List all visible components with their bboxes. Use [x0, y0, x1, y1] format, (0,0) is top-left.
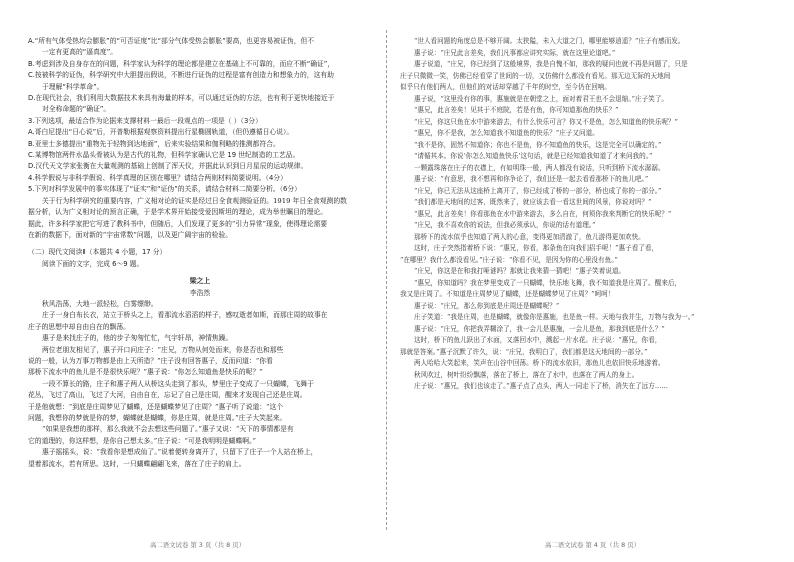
text-line: 庄子说：“惠兄，我们也该走了。”惠子点了点头，两人一同走下了桥，消失在了远方……	[414, 382, 669, 390]
text-line: “庄兄，你已无法从这座桥上离开了，你已经成了桥的一部分，桥也成了你的一部分。”	[414, 186, 662, 195]
text-line: 在新的数据下，面对新的“宇宙常数”问题，以及更广阔宇宙的检验。	[28, 230, 233, 239]
option-a: A.哥白尼提出“日心说”后，开普勒根据观察资料提出行星椭圆轨道，（但仍遵循日心说）。	[28, 128, 294, 137]
section-title: （二）现代文阅读Ⅱ（本题共 4 小题，17 分）	[28, 248, 167, 257]
text-line: 惠子说道，“庄兄，你已经到了这般境界，我是自愧不如，那我的疑问也就不再是问题了，只是	[414, 60, 688, 68]
text-line: “庄兄，我不喜欢你的说法，但我必须承认，你说的话有道理。”	[414, 221, 596, 229]
text-line: 两位老朋友相见了，惠子开口问庄子：“庄兄，万物从何处而来，你是否也和那些	[42, 345, 284, 354]
text-line: 它的道理的，你这样想，是你自己想太多。”庄子说：“可是我明明是蝴蝶啊。”	[28, 436, 256, 445]
text-line: “惠兄，你不是我，怎么知道我不知道鱼的快乐？”庄子又问道。	[414, 129, 599, 137]
text-line: 秋风浩荡，大地一派轻松，白雾缥缈。	[42, 299, 158, 308]
question-5: 5.下列对科学发展中的事实体现了“证实”和“证伪”的关系，请结合材料二简要分析。（6分）	[28, 185, 301, 194]
text-line: 对全称命题的“确证”。	[42, 105, 111, 114]
text-line: “惠兄，此言差矣！见其于不庭院，若是有鱼，你可知道那鱼的快乐？”	[414, 106, 619, 114]
text-line: 于理解“科学革命”。	[42, 82, 104, 91]
story-title: 梁之上	[189, 277, 211, 286]
text-line: A.“所有气体受热均会膨胀”的“可否证度”比“部分气体受热会膨胀”要高，也更容易被证伪，但不	[28, 37, 315, 45]
option-b: B.亚里士多德提出“重物先于轻物到达地面”，后来实验结果和伽利略的推测都符合。	[28, 139, 280, 148]
text-line: C.按被科学的证伪，科学研究中大胆提出假说，不断进行证伪的过程是富有创造力和想象力的，这有助	[28, 71, 334, 80]
q2-options	[28, 36, 372, 116]
text-line: 庄子一身白布长衣，站立于桥头之上，看那流水滔滔的样子，感叹逝者如斯，而那庄周的故事在	[42, 311, 328, 320]
question-4: 4.科学假说与非科学假说、科学真理的区别在哪里？请结合两则材料简要说明。（4分）	[28, 173, 287, 182]
text-line: 惠子说：“庄兄，那么你到底是庄周还是蝴蝶呢？”	[414, 301, 560, 310]
text-line: “庄兄，你这只鱼在水中游来游去，有什么快乐可言？你又不是鱼，怎么知道鱼的快乐呢？”	[414, 117, 678, 126]
text-line: “我们都是天地间的过客，既然来了，就应该去看一看这世间的风景，你说对吗？”	[414, 198, 652, 206]
story-body	[28, 299, 372, 470]
text-line: 一颗露珠落在庄子的衣襟上，有如明珠一般，两人都没有说话，只听到桥下流水潺潺。	[414, 163, 665, 172]
text-line: 说的一般，认为万事万物都是由上天所造？”庄子没有回答惠子，反而问道：“你看	[28, 356, 273, 365]
text-line: “庄兄，你这是在和我打哑谜吗？那就让我来猜一猜吧！”惠子笑着说道。	[414, 267, 626, 275]
left-column	[28, 36, 372, 470]
text-line: “在哪里？我什么都没看见。”庄子说：“你看不见，是因为你的心里没有鱼。”	[400, 255, 618, 264]
text-line: 望着那流水，若有所思。这时，一只蝴蝶翩翩飞来，落在了庄子的肩上。	[28, 459, 246, 468]
text-line: 问题，我想你的梦就是你的梦，蝴蝶就是蝴蝶，你是庄周，就是庄周。”庄子大笑起来。	[28, 414, 287, 422]
text-line: 据此，许多科学家把它写进了教科书中，但随后，人们发现了更多的“引力异常”现象，使得理论需要	[28, 219, 328, 228]
text-line: 似乎只有他们两人，但他们的对话却穿越了千年的时空，至今仍在回响。	[400, 83, 611, 91]
text-line: 惠子说，“这里没有你的事，惠施就是在朝堂之上，面对着君王也不会退缩。”庄子笑了。	[414, 94, 669, 103]
text-line: 关于行为科学研究的重要内容，广义相对论的证实是经过日全食观测验证的。1919 年日全食观测的数	[42, 196, 347, 205]
text-line: D.在现代社会，我们利用大数据技术来具有海量的样本，可以通过证伪的方法，也有利于更快地接近于	[28, 94, 335, 103]
option-c: C.某博物馆两件水晶头骨被认为是古代的礼物，但科学家确认它是 19 世纪制造的工艺品。	[28, 151, 300, 160]
text-line: 一定有更高的“逼真度”。	[42, 48, 118, 57]
text-line: 惠子摇摇头，说：“我看你是想成仙了。”说着便转身离开了，只留下了庄子一个人站在桥上，	[42, 448, 318, 457]
story-author: 李浩然	[189, 288, 211, 297]
text-line: 这时，桥下的鱼儿跃出了水面，又落回水中，溅起一片水花。庄子说：“惠兄，你看，	[414, 336, 662, 344]
text-line: 这时，庄子突然指着桥下说：“惠兄，你看，那条鱼在向我们招手呢！”惠子看了看，	[414, 244, 659, 252]
option-d: D.汉代天文学家张衡在大量观测的基础上创制了浑天仪，并据此认识到日月星辰的运动规律。	[28, 162, 308, 171]
text-line: “如果是我想的那样，那么我就不会去想这些问题了。”惠子又说：“天下的事情都是有	[42, 425, 294, 434]
text-line: 庄子的思想中却自由自在的飘荡。	[28, 322, 130, 331]
text-line: 据分析，认为广义相对论的预言正确，于是学术界开始接受爱因斯坦的理论，成为举世瞩目的理论。	[28, 208, 328, 217]
text-line: 庄子笑道：“我是庄周，也是蝴蝶，就像你是惠施，也是鱼一样。天地与我并生，万物与我为一。”	[414, 313, 695, 321]
text-line: 那桥下流水中的鱼儿是不是很快乐呢？”惠子说：“你怎么知道鱼是快乐的呢？”	[28, 368, 263, 377]
material-paragraph	[28, 196, 372, 242]
text-line: 惠子说：“庄兄此言差矣，我们凡事都应讲究实际，就在这里论道吧。”	[414, 48, 616, 57]
right-column	[400, 36, 772, 393]
section-instruction: 阅读下面的文字，完成 6～9 题。	[42, 259, 144, 268]
text-line: 惠子是来找庄子的，他的步子匆匆忙忙，气宇轩昂，神情焦躁。	[42, 334, 233, 343]
text-line: B.考虑到涉及自身存在的问题，科学家认为科学的理论都是建立在基础上不可靠的，而应不断“确证”，	[28, 59, 335, 68]
q3-to-q5	[28, 116, 372, 196]
text-line: 一段不算长的路，庄子和惠子两人从桥这头走到了那头，梦里庄子变成了一只蝴蝶，飞舞于	[42, 379, 314, 388]
text-line: 秋风吹过，树叶纷纷飘落，落在了桥上，落在了水中，也落在了两人的身上。	[414, 370, 639, 379]
page-footer-left: 高二语文试卷 第 3 页（共 8 页）	[150, 541, 245, 549]
text-line: 于是他就想：“到底是庄周梦见了蝴蝶，还是蝴蝶梦见了庄周？”惠子听了说道：“这个	[28, 402, 284, 411]
text-line: “惠兄，你知道吗？我在梦里变成了一只蝴蝶，快乐地飞舞，我不知道我是庄周了。醒来后，	[414, 278, 682, 287]
column-divider	[386, 30, 387, 530]
text-line: 庄子只微微一笑，仿佛已经看穿了世间的一切，又仿佛什么都没有看见。那无边无际的天地间	[400, 71, 671, 80]
text-line: “请循其本。你说‘你怎么知道鱼快乐’这句话，就是已经知道我知道了才来问我的。”	[414, 152, 653, 160]
text-line: 惠子说：“有意思，我不想再和你争论了，我们还是一起去看看那桥下的鱼儿吧。”	[414, 175, 649, 183]
text-line: “世人看问题的角度总是不够开阔。太狭隘，未入大道之门，哪里能够逍遥？”庄子有感而发。	[414, 37, 685, 45]
text-line: 两人哈哈大笑起来，笑声在山谷中回荡。桥下的流水依旧，那鱼儿也依旧快乐地游着。	[414, 359, 665, 367]
question-3: 3.下列选项，最适合作为论据来支撑材料一最后一段观点的一项是（ ）（3分）	[28, 116, 262, 125]
text-line: 花丛，飞过了高山，飞过了大河，自由自在，忘记了自己是庄周，醒来才发现自己还是庄周。	[28, 391, 307, 400]
text-line: “我不是你，固然不知道你；你也不是鱼，你不知道鱼的快乐，这是完全可以确定的。”	[414, 140, 662, 149]
text-line: 我又是庄周了。不知道是庄周梦见了蝴蝶，还是蝴蝶梦见了庄周？”呵呵！	[400, 290, 615, 298]
page-footer-right: 高二语文试卷 第 4 页（共 8 页）	[545, 541, 640, 549]
text-line: 那桥下的流水似乎也知道了两人的心意，变得更加清澈了，鱼儿游得更加欢快。	[414, 232, 645, 241]
text-line: 惠子说：“庄兄，你把我弄糊涂了，我一会儿是惠施，一会儿是鱼，那我到底是什么？”	[414, 324, 665, 333]
text-line: “惠兄，此言差矣！你看那鱼在水中游来游去，多么自在，何须你我来判断它的快乐呢？”	[414, 209, 672, 218]
text-line: 那就是答案。”惠子沉默了许久，说：“庄兄，我明白了，我们都是这天地间的一部分。”	[400, 347, 648, 356]
